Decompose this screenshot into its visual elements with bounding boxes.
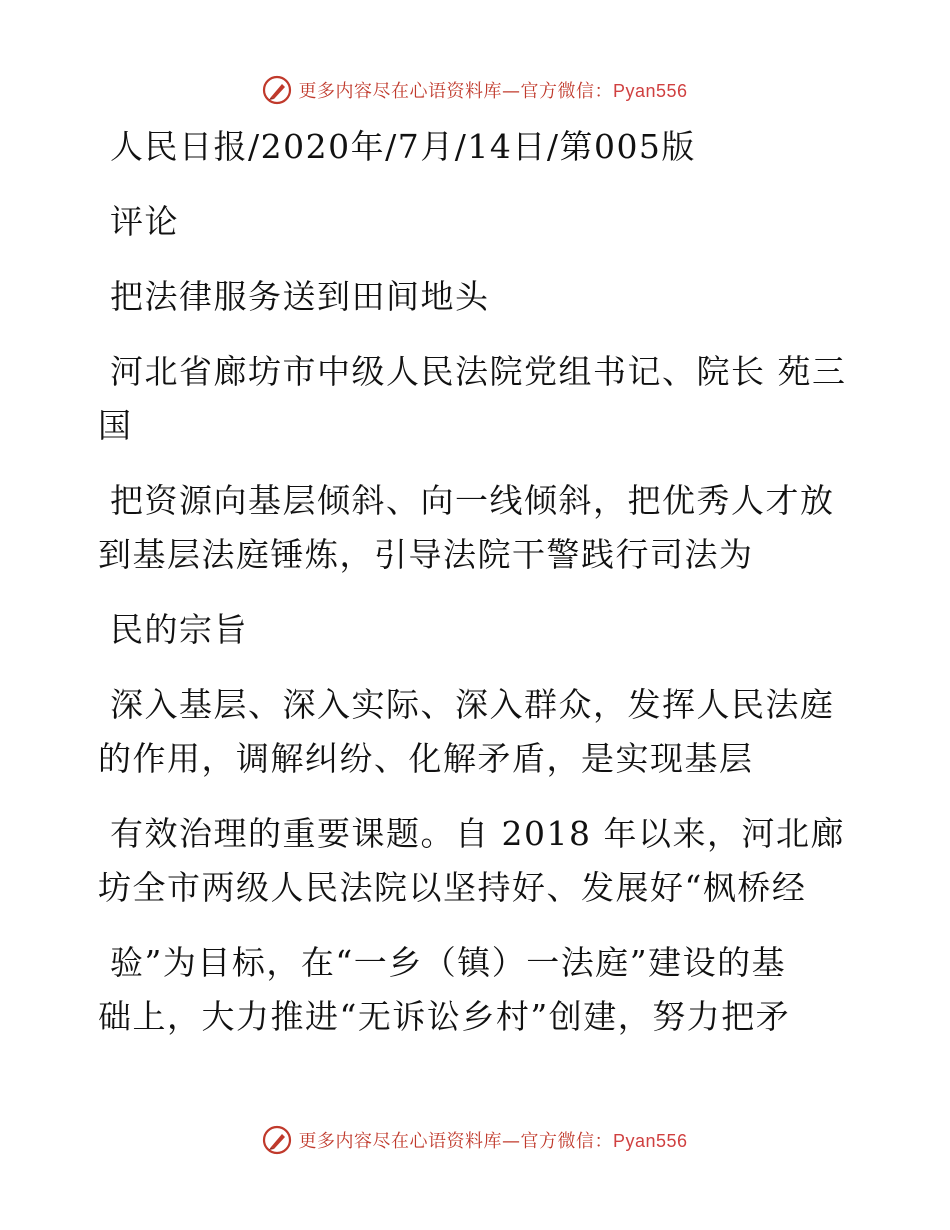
paragraph-line: 础上，大力推进“无诉讼乡村”创建，努力把矛 xyxy=(98,997,791,1036)
pen-logo-icon xyxy=(262,75,292,105)
paragraph-line: 有效治理的重要课题。自 2018 年以来，河北廊 xyxy=(110,814,845,853)
article-title: 把法律服务送到田间地头 xyxy=(110,277,490,316)
paragraph-line: 的作用，调解纠纷、化解矛盾，是实现基层 xyxy=(98,739,754,778)
paragraph-line: 坊全市两级人民法院以坚持好、发展好“枫桥经 xyxy=(98,868,807,907)
author-line: 国 xyxy=(98,406,133,445)
paragraph-line: 验”为目标，在“一乡（镇）一法庭”建设的基 xyxy=(110,943,787,982)
paragraph-line: 深入基层、深入实际、深入群众，发挥人民法庭 xyxy=(110,685,835,724)
pen-logo-icon xyxy=(262,1125,292,1155)
watermark-text: 更多内容尽在心语资料库—官方微信：Pyan556 xyxy=(298,81,688,102)
watermark-text: 更多内容尽在心语资料库—官方微信：Pyan556 xyxy=(298,1131,688,1152)
footer-watermark xyxy=(0,1120,950,1160)
paragraph-line: 民的宗旨 xyxy=(110,610,248,649)
paragraph-line: 把资源向基层倾斜、向一线倾斜，把优秀人才放 xyxy=(110,481,835,520)
article-section: 评论 xyxy=(110,202,179,241)
paragraph-line: 到基层法庭锤炼，引导法院干警践行司法为 xyxy=(98,535,754,574)
article-body xyxy=(98,120,858,1044)
author-line: 河北省廊坊市中级人民法院党组书记、院长 苑三 xyxy=(110,352,847,391)
article-source: 人民日报/2020年/7月/14日/第005版 xyxy=(110,127,696,166)
header-watermark xyxy=(0,70,950,110)
